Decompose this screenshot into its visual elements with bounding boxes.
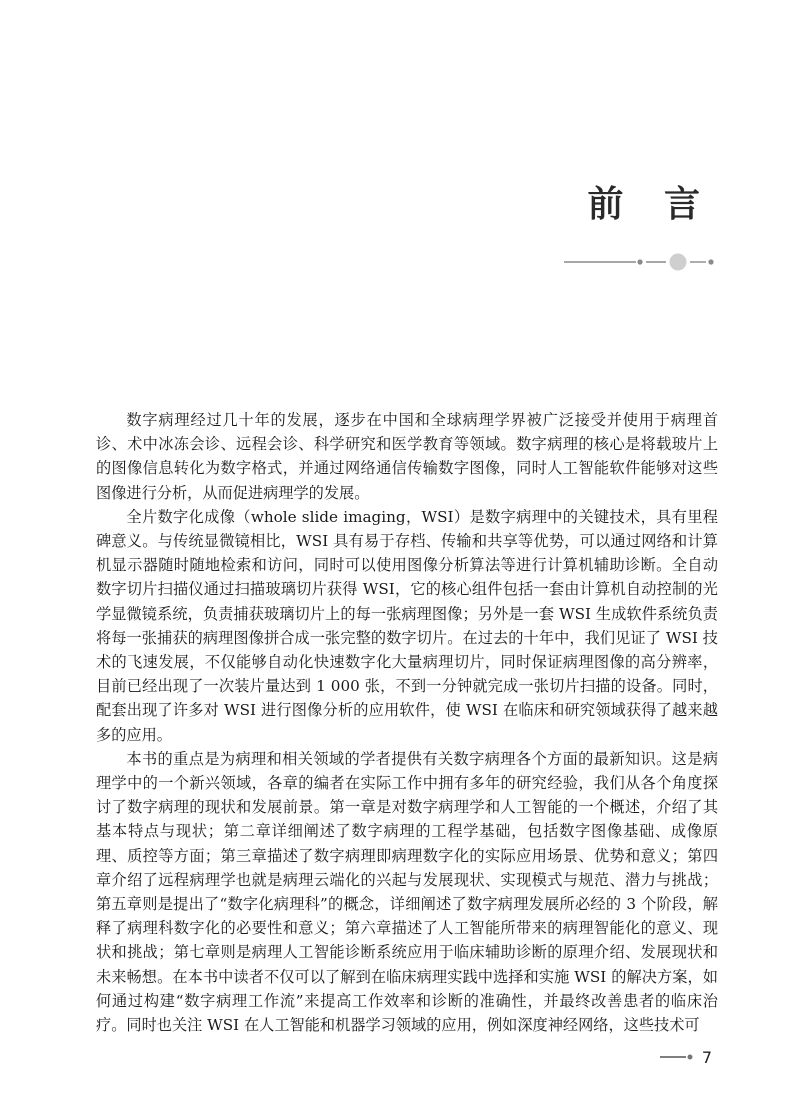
paragraph-3: 本书的重点是为病理和相关领域的学者提供有关数字病理各个方面的最新知识。这是病理学中的一个新兴领域，各章的编者在实际工作中拥有多年的研究经验，我们从各个角度探讨了数字病理的现状和发展前景。第一章是对数字病理学和人工智能的一个概述，介绍了其基本特点与现状；第二章详细阐述了数字病理的工程学基础，包括数字图像基础、成像原理、质控等方面；第三章描述了数字病理即病理数字化的实际应用场景、优势和意义；第四章介绍了远程病理学也就是病理云端化的兴起与发展现状、实现模式与规范、潜力与挑战；第五章则是提出了“数字化病理科”的概念，详细阐述了数字病理发展所必经的 3 个阶段，解释了病理科数字化的必要性和意义；第六章描述了人工智能所带来的病理智能化的意义、现状和挑战；第七章则是病理人工智能诊断系统应用于临床辅助诊断的原理介绍、发展现状和未来畅想。在本书中读者不仅可以了解到在临床病理实践中选择和实施 WSI 的解决方案，如何通过构建“数字病理工作流”来提高工作效率和诊断的准确性，并最终改善患者的临床治疗。同时也关注 WSI 在人工智能和机器学习领域的应用，例如深度神经网络，这些技术可 — [96, 749, 718, 1035]
ornament-dot-left — [637, 259, 642, 264]
ornament-circle — [670, 254, 687, 271]
paragraph-2: 全片数字化成像（whole slide imaging，WSI）是数字病理中的关键技术，具有里程碑意义。与传统显微镜相比，WSI 具有易于存档、传输和共享等优势，可以通过网络和计算机显示器随时随地检索和访问，同时可以使用图像分析算法等进行计算机辅助诊断。全自动数字切片扫描仪通过扫描玻璃切片获得 WSI，它的核心组件包括一套由计算机自动控制的光学显微镜系统，负责捕获玻璃切片上的每一张病理图像；另外是一套 WSI 生成软件系统负责将每一张捕获的病理图像拼合成一张完整的数字切片。在过去的十年中，我们见证了 WSI 技术的飞速发展，不仅能够自动化快速数字化大量病理切片，同时保证病理图像的高分辨率，目前已经出现了一次装片量达到 1 000 张，不到一分钟就完成一张切片扫描的设备。同时，配套出现了许多对 WSI 进行图像分析的应用软件，使 WSI 在临床和研究领域获得了越来越多的应用。 — [96, 507, 718, 744]
page-number: 7 — [701, 1047, 712, 1067]
paragraph-1: 数字病理经过几十年的发展，逐步在中国和全球病理学界被广泛接受并使用于病理首诊、术中冰冻会诊、远程会诊、科学研究和医学教育等领域。数字病理的核心是将载玻片上的图像信息转化为数字格式，并通过网络通信传输数字图像，同时人工智能软件能够对这些图像进行分析，从而促进病理学的发展。 — [96, 411, 718, 502]
footer-ornament — [660, 1050, 694, 1064]
page-footer — [660, 1047, 712, 1067]
ornament-dot-right — [708, 259, 713, 264]
page-title: 前 言 — [587, 184, 714, 225]
title-ornament — [560, 250, 720, 274]
preface-body — [96, 408, 718, 1037]
